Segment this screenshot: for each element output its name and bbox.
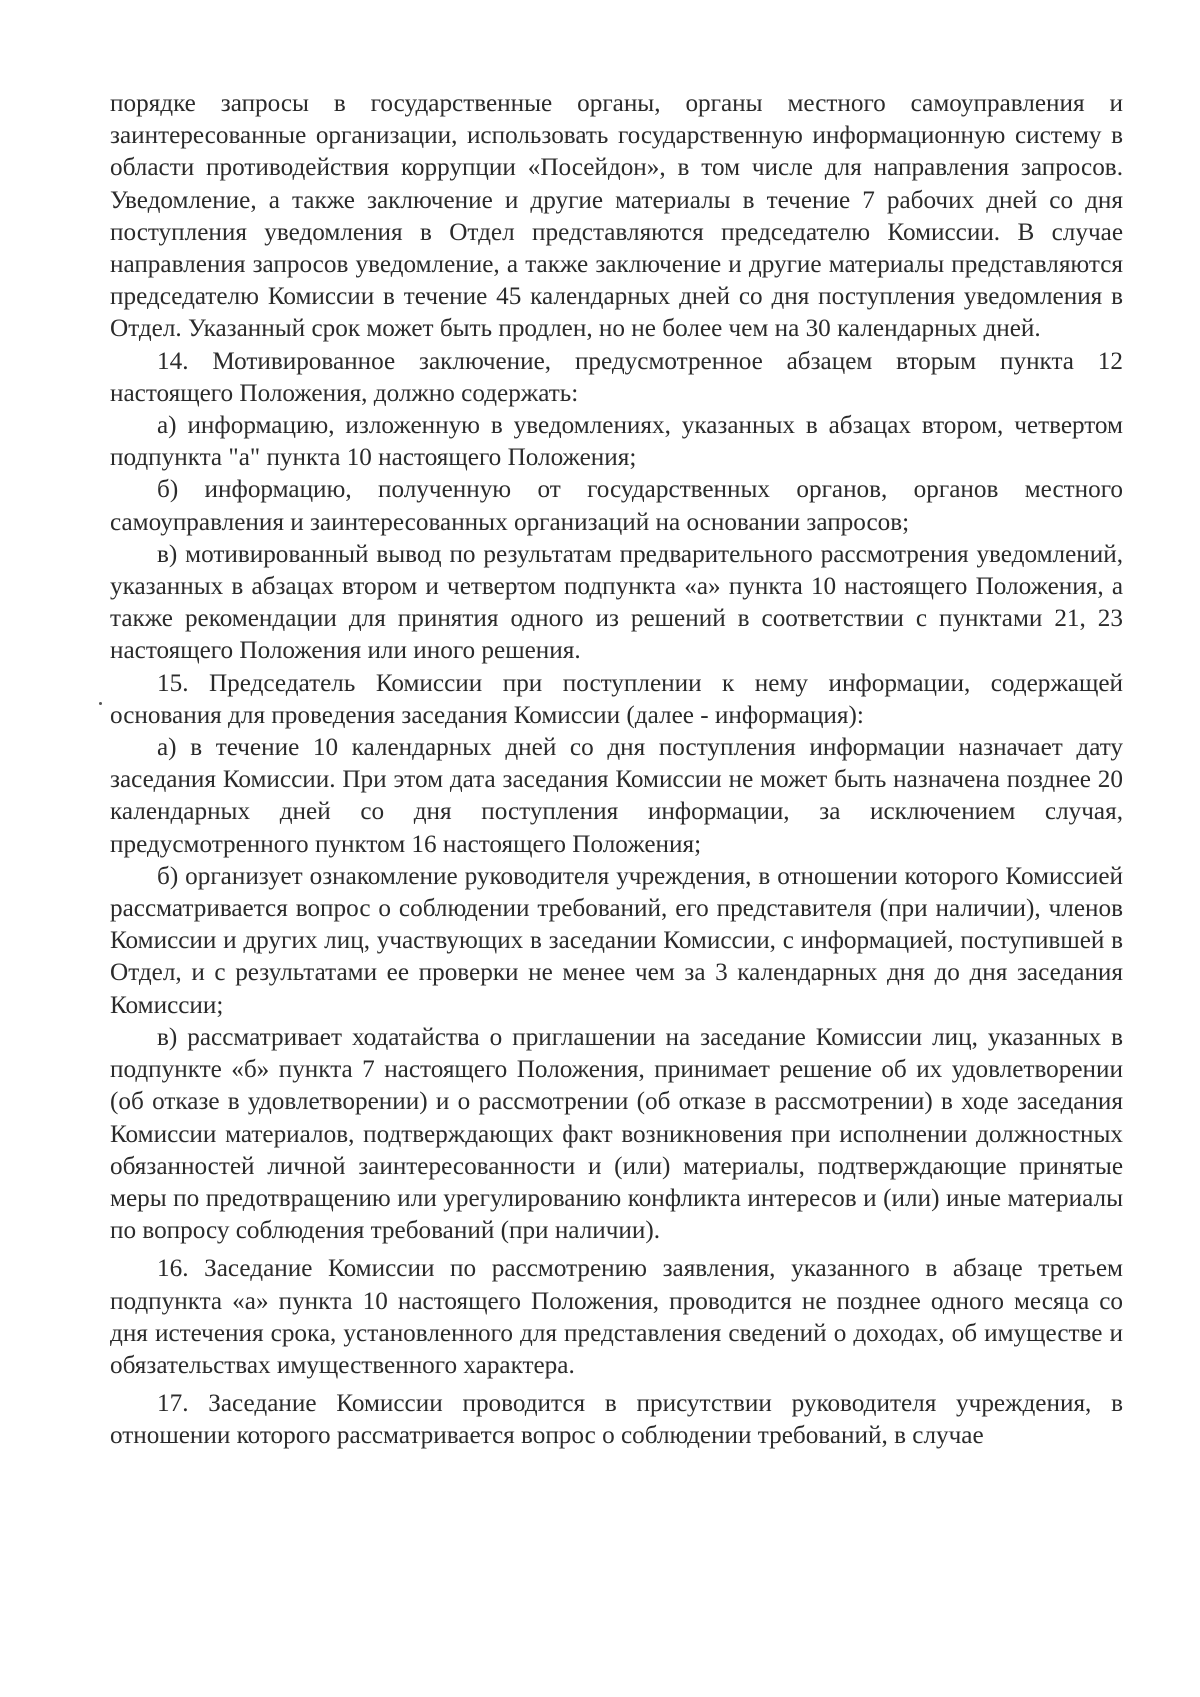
- paragraph-15: 15. Председатель Комиссии при поступлении к нему информации, содержащей основания для проведения заседания Комиссии (далее - информация):: [110, 669, 1123, 729]
- paragraph-16: 16. Заседание Комиссии по рассмотрению заявления, указанного в абзаце третьем подпункта «а» пункта 10 настоящего Положения, проводится не позднее одного месяца со дня истечения срока, установленного для представления сведений о доходах, об имуществе и обязательствах имущественного характера.: [110, 1255, 1123, 1379]
- scan-speck: [99, 702, 102, 705]
- paragraph-17: 17. Заседание Комиссии проводится в присутствии руководителя учреждения, в отношении которого рассматривается вопрос о соблюдении требований, в случае: [110, 1390, 1123, 1450]
- paragraph-14-v: в) мотивированный вывод по результатам предварительного рассмотрения уведомлений, указанных в абзацах втором и четвертом подпункта «а» пункта 10 настоящего Положения, а также рекомендации для принятия одного из решений в соответствии с пунктами 21, 23 настоящего Положения или иного решения.: [110, 540, 1123, 665]
- paragraph-13-continuation: порядке запросы в государственные органы, органы местного самоуправления и заинтересованные организации, использовать государственную информационную систему в области противодействия коррупции «Посейдон», в том числе для направления запросов. Уведомление, а также заключение и другие материалы в течение 7 рабочих дней со дня поступления уведомления в Отдел представляются председателю Комиссии. В случае направления запросов уведомление, а также заключение и другие материалы представляются председателю Комиссии в течение 45 календарных дней со дня поступления уведомления в Отдел. Указанный срок может быть продлен, но не более чем на 30 календарных дней.: [110, 90, 1123, 343]
- paragraph-15-v: в) рассматривает ходатайства о приглашении на заседание Комиссии лиц, указанных в подпункте «б» пункта 7 настоящего Положения, принимает решение об их удовлетворении (об отказе в удовлетворении) и о рассмотрении (об отказе в рассмотрении) в ходе заседания Комиссии материалов, подтверждающих факт возникновения при исполнении должностных обязанностей личной заинтересованности и (или) материалы, подтверждающие принятые меры по предотвращению или урегулированию конфликта интересов и (или) иные материалы по вопросу соблюдения требований (при наличии).: [110, 1023, 1123, 1245]
- document-page: [110, 88, 1123, 1453]
- paragraph-14-a: а) информацию, изложенную в уведомлениях, указанных в абзацах втором, четвертом подпункта "а" пункта 10 настоящего Положения;: [110, 412, 1123, 472]
- paragraph-15-a: а) в течение 10 календарных дней со дня поступления информации назначает дату заседания Комиссии. При этом дата заседания Комиссии не может быть назначена позднее 20 календарных дней со дня поступления информации, за исключением случая, предусмотренного пунктом 16 настоящего Положения;: [110, 734, 1123, 858]
- paragraph-15-b: б) организует ознакомление руководителя учреждения, в отношении которого Комиссией рассматривается вопрос о соблюдении требований, его представителя (при наличии), членов Комиссии и других лиц, участвующих в заседании Комиссии, с информацией, поступившей в Отдел, и с результатами ее проверки не менее чем за 3 календарных дня до дня заседания Комиссии;: [110, 862, 1123, 1019]
- paragraph-14-b: б) информацию, полученную от государственных органов, органов местного самоуправления и заинтересованных организаций на основании запросов;: [110, 476, 1123, 536]
- paragraph-14: 14. Мотивированное заключение, предусмотренное абзацем вторым пункта 12 настоящего Положения, должно содержать:: [110, 347, 1123, 407]
